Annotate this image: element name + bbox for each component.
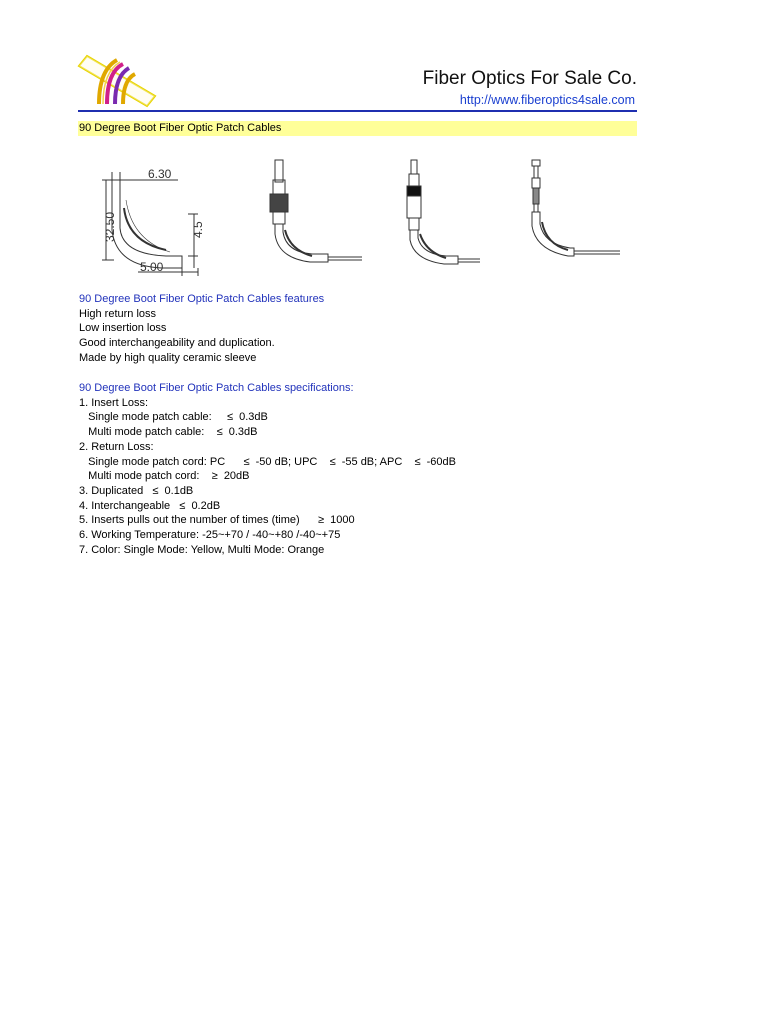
spec-line: 2. Return Loss: (79, 440, 154, 453)
spec-line: Multi mode patch cable: ≤ 0.3dB (79, 426, 258, 439)
connector-drawing-2 (407, 160, 480, 264)
dimension-left-label: 32.50 (103, 211, 117, 242)
header-divider (78, 110, 637, 112)
company-name: Fiber Optics For Sale Co. (422, 68, 637, 89)
feature-item: Made by high quality ceramic sleeve (79, 351, 257, 364)
company-url-link[interactable]: http://www.fiberoptics4sale.com (459, 93, 635, 107)
spec-line: Multi mode patch cord: ≥ 20dB (79, 470, 250, 483)
spec-line: 6. Working Temperature: -25~+70 / -40~+80 /-40~+75 (79, 529, 341, 542)
product-drawings (78, 150, 638, 280)
spec-line: 7. Color: Single Mode: Yellow, Multi Mode: Orange (79, 543, 325, 556)
features-heading: 90 Degree Boot Fiber Optic Patch Cables features (79, 293, 325, 305)
connector-drawing-3 (532, 160, 620, 256)
specs-section (79, 381, 456, 557)
spec-line: Single mode patch cord: PC ≤ -50 dB; UPC ≤ -55 dB; APC ≤ -60dB (79, 455, 456, 468)
company-logo (77, 52, 157, 108)
connector-drawing-1 (270, 160, 362, 262)
feature-item: High return loss (79, 307, 157, 320)
specs-heading: 90 Degree Boot Fiber Optic Patch Cables specifications: (79, 382, 354, 394)
spec-line: 3. Duplicated ≤ 0.1dB (79, 484, 194, 497)
features-section (79, 292, 324, 366)
feature-item: Low insertion loss (79, 322, 167, 335)
dimension-top-label: 6.30 (148, 167, 172, 181)
page-title: 90 Degree Boot Fiber Optic Patch Cables (79, 122, 282, 134)
spec-line: 4. Interchangeable ≤ 0.2dB (79, 499, 221, 512)
title-bar (78, 121, 637, 136)
spec-line: 1. Insert Loss: (79, 396, 149, 409)
dimension-bottom-label: 5.00 (140, 260, 164, 274)
feature-item: Good interchangeability and duplication. (79, 337, 275, 350)
dimension-right-label: 4.5 (191, 221, 205, 238)
spec-line: Single mode patch cable: ≤ 0.3dB (79, 411, 268, 424)
spec-line: 5. Inserts pulls out the number of times (time) ≥ 1000 (79, 514, 355, 527)
